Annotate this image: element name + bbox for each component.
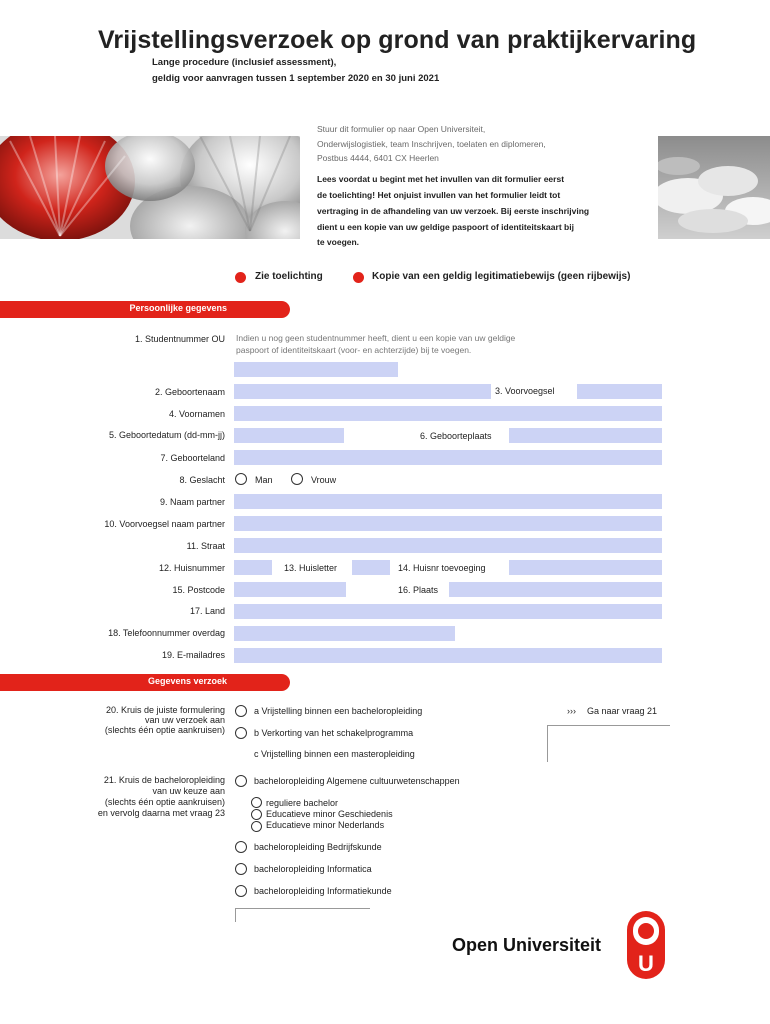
goto-question-21: Ga naar vraag 21 xyxy=(587,706,658,716)
label-student-number: 1. Studentnummer OU xyxy=(134,334,225,344)
warning-line-2: de toelichting! Het onjuist invullen van het formulier leidt tot xyxy=(317,190,561,200)
birth-date-field[interactable] xyxy=(234,428,344,443)
note-student-number-2: paspoort of identiteitskaart (voor- en achterzijde) bij te voegen. xyxy=(236,345,472,355)
label-country: 17. Land xyxy=(189,606,225,616)
warning-line-3: vertraging in de afhandeling van uw verzoek. Bij eerste inschrijving xyxy=(317,206,590,216)
gender-man-radio[interactable] xyxy=(235,473,247,485)
clouds-photo xyxy=(658,136,770,239)
house-addition-field[interactable] xyxy=(509,560,662,575)
logo-mark: U xyxy=(638,951,654,976)
divider-horizontal xyxy=(547,725,670,726)
shells-photo xyxy=(0,136,300,239)
q20-option-a-label: a Vrijstelling binnen een bacheloropleiding xyxy=(254,706,423,716)
label-street: 11. Straat xyxy=(186,541,225,551)
q20-option-b-radio[interactable] xyxy=(235,727,247,739)
house-number-field[interactable] xyxy=(234,560,272,575)
label-house-number: 12. Huisnummer xyxy=(158,563,225,573)
legend-id-copy: Kopie van een geldig legitimatiebewijs (geen rijbewijs) xyxy=(372,271,631,282)
partner-prefix-field[interactable] xyxy=(234,516,662,531)
q21-option-is-label: bacheloropleiding Informatiekunde xyxy=(254,886,392,896)
goto-arrow-icon: ››› xyxy=(567,706,576,716)
q21-option-acw-radio[interactable] xyxy=(235,775,247,787)
q20-option-c-label: c Vrijstelling binnen een masteropleiding xyxy=(254,749,415,759)
label-city: 16. Plaats xyxy=(398,585,439,595)
birth-place-field[interactable] xyxy=(509,428,662,443)
divider-horizontal xyxy=(235,908,370,909)
q20-option-a-radio[interactable] xyxy=(235,705,247,717)
warning-line-1: Lees voordat u begint met het invullen van dit formulier eerst xyxy=(317,174,565,184)
student-number-field[interactable] xyxy=(234,362,398,377)
label-birth-date: 5. Geboortedatum (dd-mm-jj) xyxy=(108,430,225,440)
q21-sub-regular-label: reguliere bachelor xyxy=(266,798,339,808)
section-header-personal xyxy=(0,301,290,318)
label-birth-place: 6. Geboorteplaats xyxy=(420,431,492,441)
gender-man-label: Man xyxy=(255,475,273,485)
divider-vertical xyxy=(235,908,236,922)
warning-line-5: te voegen. xyxy=(317,237,360,247)
city-field[interactable] xyxy=(449,582,662,597)
street-field[interactable] xyxy=(234,538,662,553)
label-phone: 18. Telefoonnummer overdag xyxy=(108,628,225,638)
email-field[interactable] xyxy=(234,648,662,663)
subtitle-procedure: Lange procedure (inclusief assessment), xyxy=(152,57,337,68)
q21-option-is-radio[interactable] xyxy=(235,885,247,897)
label-prefix: 3. Voorvoegsel xyxy=(495,386,555,396)
label-q20-line-1: 20. Kruis de juiste formulering xyxy=(105,705,225,715)
legend-dot-icon xyxy=(235,272,246,283)
section-title: Persoonlijke gegevens xyxy=(129,303,227,313)
birth-country-field[interactable] xyxy=(234,450,662,465)
subtitle-validity: geldig voor aanvragen tussen 1 september 2020 en 30 juni 2021 xyxy=(152,73,440,84)
label-gender: 8. Geslacht xyxy=(179,475,225,485)
legend-dot-icon xyxy=(353,272,364,283)
label-q21-line-2: van uw keuze aan xyxy=(152,786,225,796)
birth-name-field[interactable] xyxy=(234,384,491,399)
first-names-field[interactable] xyxy=(234,406,662,421)
q21-sub-history-radio[interactable] xyxy=(251,809,262,820)
label-partner-prefix: 10. Voorvoegsel naam partner xyxy=(104,519,225,529)
label-birth-country: 7. Geboorteland xyxy=(160,453,225,463)
label-postcode: 15. Postcode xyxy=(172,585,225,595)
label-house-letter: 13. Huisletter xyxy=(284,563,338,573)
section-title: Gegevens verzoek xyxy=(147,676,227,686)
postcode-field[interactable] xyxy=(234,582,346,597)
country-field[interactable] xyxy=(234,604,662,619)
address-line-1: Stuur dit formulier op naar Open Universiteit, xyxy=(317,124,486,134)
warning-line-4: dient u een kopie van uw geldige paspoort of identiteitskaart bij xyxy=(317,222,574,232)
prefix-field[interactable] xyxy=(577,384,662,399)
partner-name-field[interactable] xyxy=(234,494,662,509)
gender-vrouw-radio[interactable] xyxy=(291,473,303,485)
label-house-addition: 14. Huisnr toevoeging xyxy=(398,563,486,573)
q21-sub-regular-radio[interactable] xyxy=(251,797,262,808)
label-q20-line-2: van uw verzoek aan xyxy=(144,715,225,725)
q21-option-cs-radio[interactable] xyxy=(235,863,247,875)
q20-option-b-label: b Verkorting van het schakelprogramma xyxy=(254,728,414,738)
label-birth-name: 2. Geboortenaam xyxy=(154,387,225,397)
q21-option-business-radio[interactable] xyxy=(235,841,247,853)
phone-field[interactable] xyxy=(234,626,455,641)
label-q20-line-3: (slechts één optie aankruisen) xyxy=(104,725,225,735)
address-line-3: Postbus 4444, 6401 CX Heerlen xyxy=(317,153,439,163)
label-first-names: 4. Voornamen xyxy=(168,409,225,419)
section-header-request xyxy=(0,674,290,691)
q21-sub-history-label: Educatieve minor Geschiedenis xyxy=(266,809,393,819)
q21-sub-dutch-radio[interactable] xyxy=(251,821,262,832)
gender-vrouw-label: Vrouw xyxy=(311,475,337,485)
q21-sub-dutch-label: Educatieve minor Nederlands xyxy=(266,820,385,830)
label-email: 19. E-mailadres xyxy=(161,650,225,660)
q21-option-cs-label: bacheloropleiding Informatica xyxy=(254,864,372,874)
note-student-number-1: Indien u nog geen studentnummer heeft, dient u een kopie van uw geldige xyxy=(236,333,516,343)
legend-explanation: Zie toelichting xyxy=(255,271,323,282)
label-partner-name: 9. Naam partner xyxy=(159,497,225,507)
q21-option-acw-label: bacheloropleiding Algemene cultuurwetenschappen xyxy=(254,776,460,786)
label-q21-line-1: 21. Kruis de bacheloropleiding xyxy=(103,775,225,785)
document-title: Vrijstellingsverzoek op grond van praktijkervaring xyxy=(98,26,697,54)
q21-option-business-label: bacheloropleiding Bedrijfskunde xyxy=(254,842,382,852)
divider-vertical xyxy=(547,725,548,762)
address-line-2: Onderwijslogistiek, team Inschrijven, toelaten en diplomeren, xyxy=(317,139,546,149)
label-q21-line-3: (slechts één optie aankruisen) xyxy=(104,797,225,807)
house-letter-field[interactable] xyxy=(352,560,390,575)
ou-logo-icon xyxy=(626,910,666,980)
label-q21-line-4: en vervolg daarna met vraag 23 xyxy=(97,808,225,818)
logo-wordmark: Open Universiteit xyxy=(452,935,602,955)
